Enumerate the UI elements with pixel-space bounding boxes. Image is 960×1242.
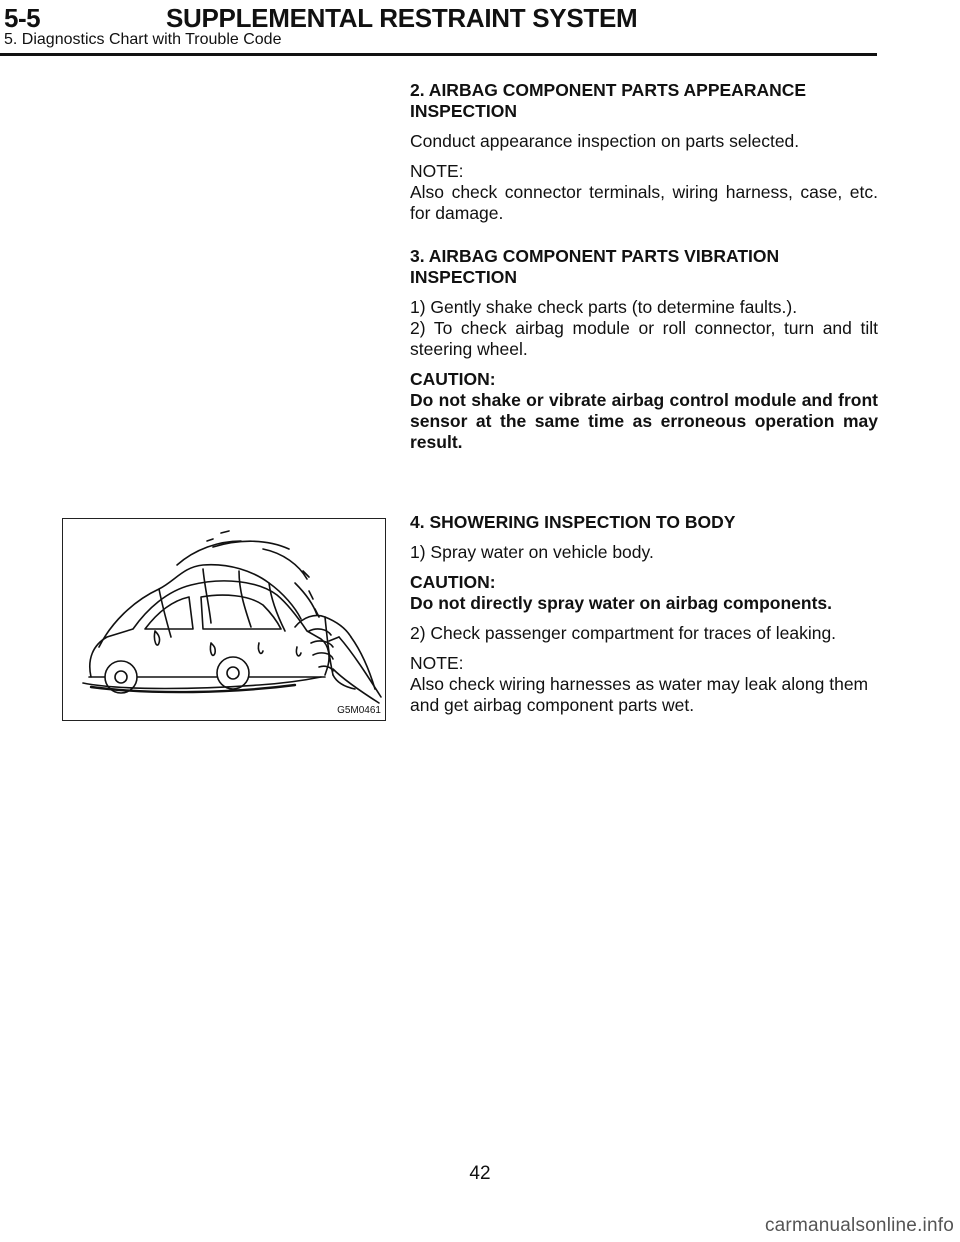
page-header: [0, 0, 960, 60]
watermark: carmanualsonline.info: [764, 1215, 954, 1236]
section-number: 5-5: [4, 3, 41, 33]
section-4-caution-label: CAUTION:: [410, 572, 496, 592]
section-2-heading-line1: 2. AIRBAG COMPONENT PARTS APPEARANCE: [410, 80, 807, 100]
section-2-note-label: NOTE:: [410, 161, 464, 181]
section-4-caution-text: Do not directly spray water on airbag components.: [410, 593, 833, 613]
section-3-heading-line1: 3. AIRBAG COMPONENT PARTS VIBRATION: [410, 246, 780, 266]
section-3-step-2: 2) To check airbag module or roll connector, turn and tilt steering wheel.: [410, 318, 878, 359]
section-4-heading: 4. SHOWERING INSPECTION TO BODY: [410, 512, 736, 532]
car-spray-illustration: [63, 519, 384, 719]
section-3-heading-line2: INSPECTION: [410, 267, 517, 287]
section-4-step-1: 1) Spray water on vehicle body.: [410, 542, 654, 562]
section-4-note-label: NOTE:: [410, 653, 464, 673]
section-4-step-2: 2) Check passenger compartment for traces of leaking.: [410, 623, 837, 643]
section-2-block: [410, 80, 878, 453]
section-4-block: [410, 512, 878, 716]
section-4-note-text: Also check wiring harnesses as water may leak along them and get airbag component parts wet.: [410, 674, 869, 715]
section-2-body: Conduct appearance inspection on parts selected.: [410, 131, 800, 151]
section-2-note-text: Also check connector terminals, wiring harness, case, etc. for damage.: [410, 182, 878, 223]
section-2-heading-line2: INSPECTION: [410, 101, 517, 121]
section-3-caution-text: Do not shake or vibrate airbag control module and front sensor at the same time as erroneous operation may result.: [410, 390, 878, 452]
section-title: SUPPLEMENTAL RESTRAINT SYSTEM: [166, 3, 638, 33]
figure-car-showering: [62, 518, 386, 721]
header-rule: [0, 53, 877, 56]
section-subtitle: 5. Diagnostics Chart with Trouble Code: [4, 31, 282, 48]
section-3-step-1: 1) Gently shake check parts (to determine faults.).: [410, 297, 798, 317]
figure-code: G5M0461: [337, 705, 381, 716]
page-number: 42: [469, 1163, 491, 1184]
section-3-caution-label: CAUTION:: [410, 369, 496, 389]
